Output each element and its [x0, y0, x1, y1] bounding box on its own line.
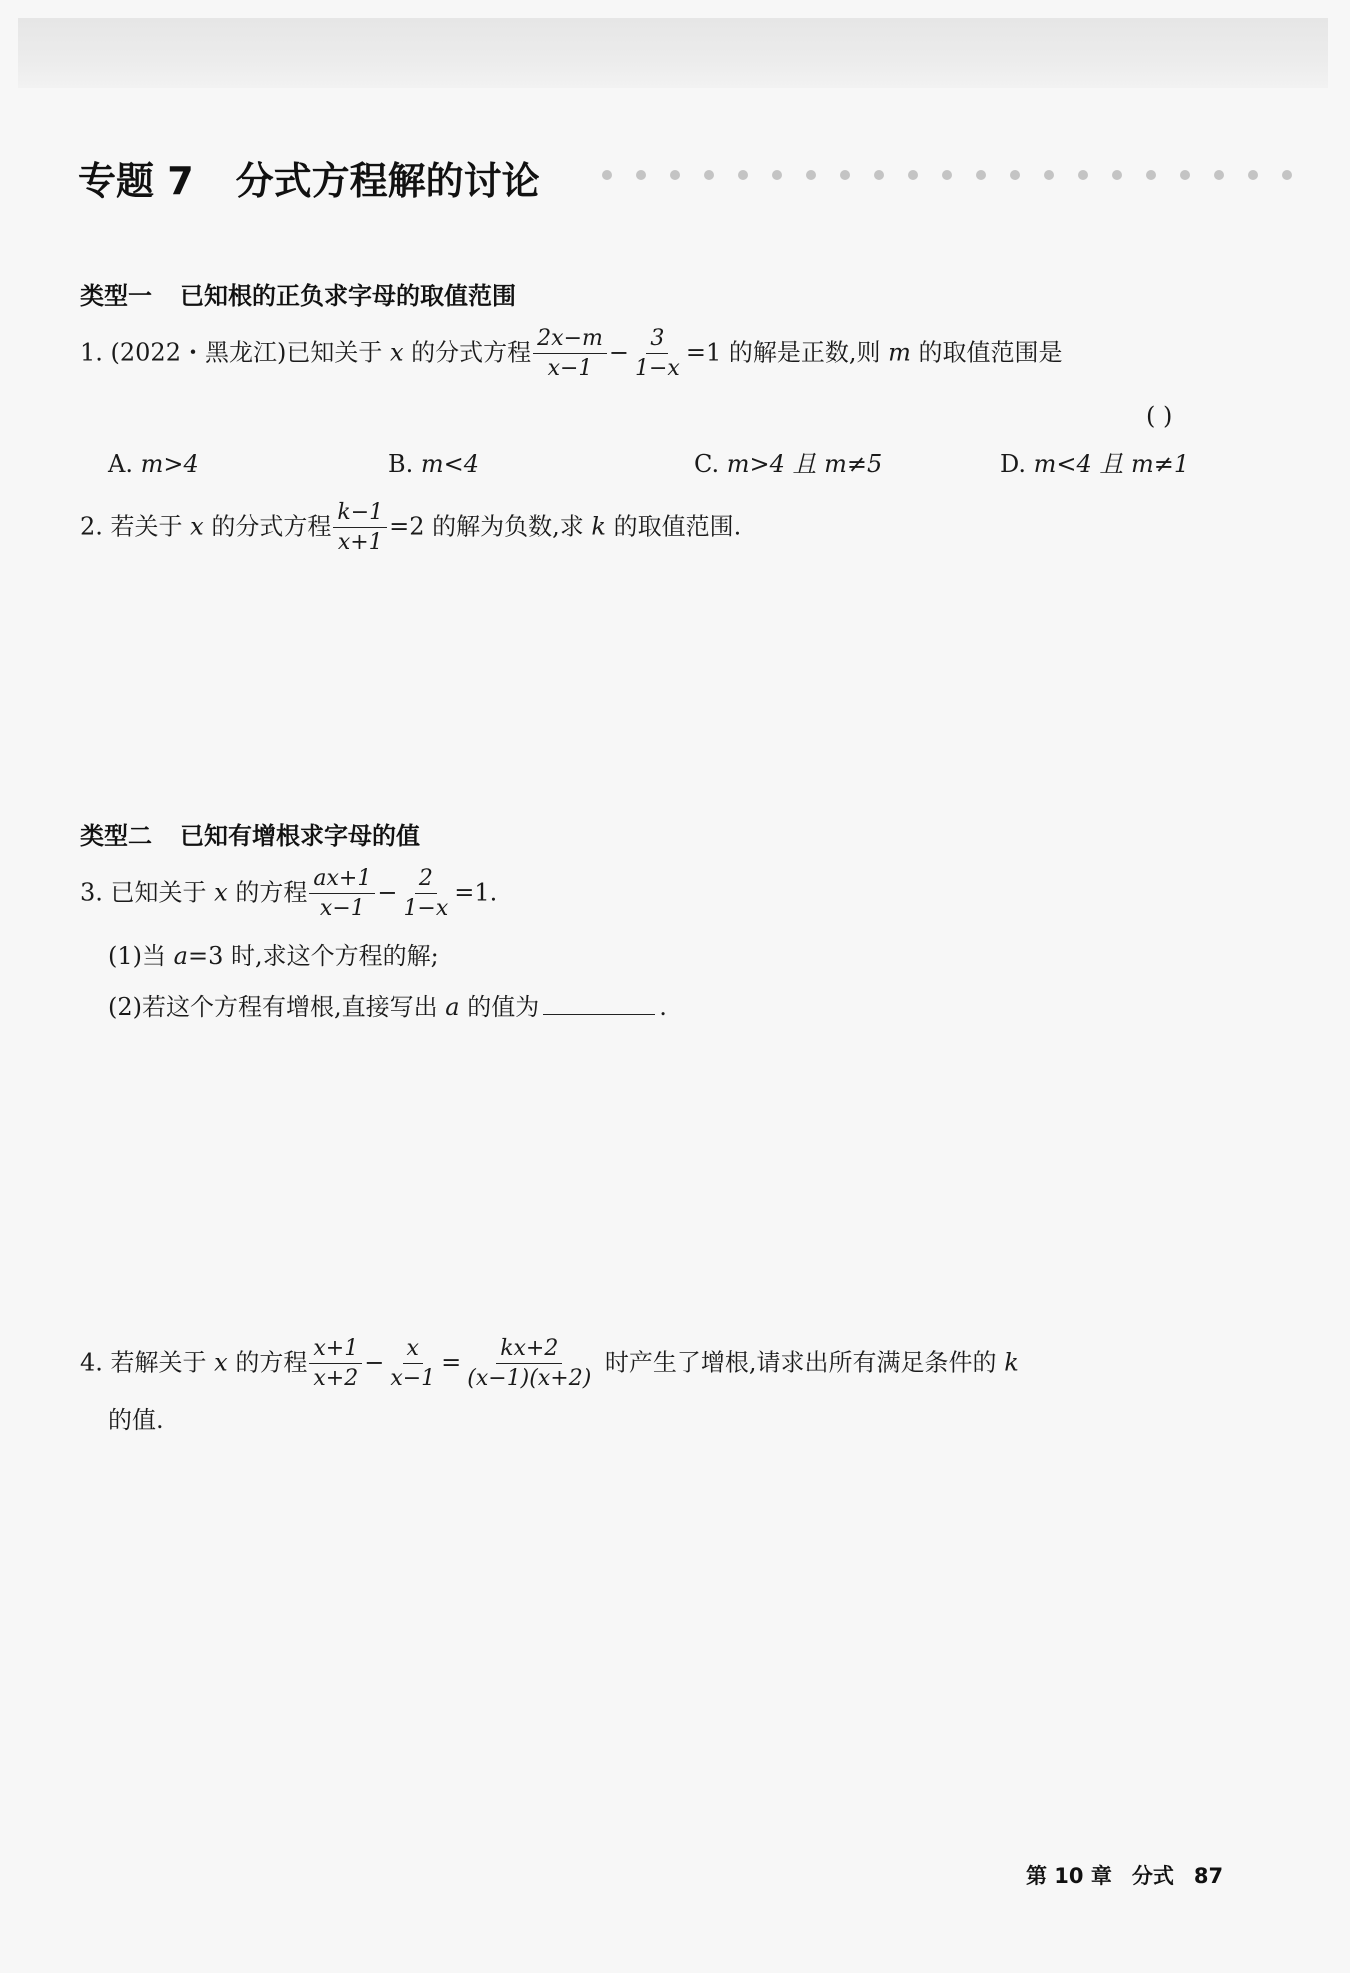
q2-frac-den: x+1: [337, 530, 383, 556]
q4-eq: =: [441, 1348, 462, 1377]
option-b[interactable]: [388, 452, 479, 476]
option-label: A.: [108, 450, 133, 478]
q1-frac1-den: x−1: [547, 356, 593, 382]
q4-frac3-num: kx+2: [496, 1336, 562, 1364]
q2-frac-num: k−1: [333, 500, 387, 528]
q4-frac1-num: x+1: [309, 1336, 362, 1364]
q1-frac1-num: 2x−m: [533, 326, 607, 354]
q3-var: x: [214, 878, 228, 907]
option-c[interactable]: [694, 452, 882, 476]
q4-var: x: [214, 1348, 228, 1377]
topic-title: 分式方程解的讨论: [235, 159, 540, 203]
chapter-label: 第 10 章: [1026, 1864, 1112, 1888]
q3-mid: 的方程: [235, 878, 308, 907]
q4-fraction-2: [386, 1336, 439, 1392]
answer-blank[interactable]: [543, 992, 655, 1015]
q2-eq: =2 的解为负数,求: [389, 512, 584, 541]
option-label: C.: [694, 450, 720, 478]
dots-graphic: [600, 168, 1320, 182]
q3-sub1-var: a: [173, 942, 188, 970]
q4-frac2-num: x: [403, 1336, 423, 1364]
option-label: B.: [388, 450, 414, 478]
option-a[interactable]: [108, 452, 199, 476]
question-1: [80, 326, 1063, 382]
q4-mid: 的方程: [235, 1348, 308, 1377]
option-d[interactable]: [1000, 452, 1189, 476]
section-label: 类型一: [80, 282, 152, 310]
option-text: m<4 且 m≠1: [1033, 450, 1190, 478]
page-number: 87: [1193, 1864, 1224, 1888]
question-2: [80, 500, 741, 556]
q4-suffix: 时产生了增根,请求出所有满足条件的: [604, 1348, 997, 1377]
q4-frac1-den: x+2: [313, 1366, 359, 1392]
q3-frac2-den: 1−x: [403, 896, 449, 922]
topic-number: 专题 7: [78, 159, 194, 203]
q1-fraction-2: [631, 326, 684, 382]
q3-fraction-1: [309, 866, 375, 922]
q3-sub1-suffix: =3 时,求这个方程的解;: [187, 942, 439, 970]
q2-var2: k: [591, 512, 606, 541]
q4-minus: −: [364, 1348, 385, 1377]
q1-suffix: 的取值范围是: [918, 338, 1063, 367]
q3-sub1-prefix: (1)当: [108, 942, 166, 970]
question-3: [80, 866, 497, 922]
q2-mid: 的分式方程: [211, 512, 332, 541]
section-heading-2: [80, 816, 420, 851]
option-label: D.: [1000, 450, 1027, 478]
q3-sub2-var: a: [445, 993, 460, 1021]
q1-var2: m: [888, 338, 911, 367]
q2-fraction: [333, 500, 387, 556]
q4-frac3-den: (x−1)(x+2): [467, 1366, 592, 1392]
page-footer: [1026, 1860, 1223, 1890]
q1-mid: 的分式方程: [411, 338, 532, 367]
option-text: m>4: [140, 450, 199, 478]
q3-eq: =1.: [454, 878, 498, 907]
question-3-part-2: [108, 992, 667, 1019]
q1-frac2-num: 3: [646, 326, 668, 354]
title-dot-divider: [600, 168, 1320, 182]
q4-prefix: 4. 若解关于: [80, 1348, 207, 1377]
q2-prefix: 2. 若关于: [80, 512, 183, 541]
q3-frac1-num: ax+1: [309, 866, 375, 894]
q3-prefix: 3. 已知关于: [80, 878, 207, 907]
q3-frac1-den: x−1: [319, 896, 365, 922]
section-text: 已知有增根求字母的值: [180, 822, 420, 850]
q3-sub2-prefix: (2)若这个方程有增根,直接写出: [108, 993, 438, 1021]
q3-sub2-suffix: 的值为: [467, 993, 540, 1021]
q1-eq: =1 的解是正数,则: [685, 338, 881, 367]
page-title: [78, 150, 540, 203]
section-label: 类型二: [80, 822, 152, 850]
section-text: 已知根的正负求字母的取值范围: [180, 282, 516, 310]
q4-fraction-3: [463, 1336, 595, 1392]
section-heading-1: [80, 276, 516, 311]
q4-var2: k: [1004, 1348, 1019, 1377]
q1-frac2-den: 1−x: [634, 356, 680, 382]
q2-suffix: 的取值范围.: [613, 512, 742, 541]
question-3-part-1: [108, 944, 439, 968]
answer-parentheses[interactable]: ( ): [1146, 402, 1173, 430]
chapter-name: 分式: [1131, 1864, 1174, 1888]
q3-minus: −: [377, 878, 398, 907]
q4-frac2-den: x−1: [390, 1366, 436, 1392]
q3-fraction-2: [399, 866, 452, 922]
option-text: m<4: [420, 450, 480, 478]
option-text: m>4 且 m≠5: [726, 450, 883, 478]
question-4: [80, 1336, 1019, 1392]
q4-fraction-1: [309, 1336, 362, 1392]
q2-var: x: [190, 512, 204, 541]
q1-minus: −: [608, 338, 629, 367]
q3-frac2-num: 2: [415, 866, 437, 894]
question-4-line-2: 的值.: [108, 1406, 164, 1434]
q1-fraction-1: [533, 326, 607, 382]
q3-sub2-end: .: [659, 993, 667, 1021]
q1-prefix: 1. (2022・黑龙江)已知关于: [80, 338, 383, 367]
q1-var: x: [389, 338, 404, 367]
